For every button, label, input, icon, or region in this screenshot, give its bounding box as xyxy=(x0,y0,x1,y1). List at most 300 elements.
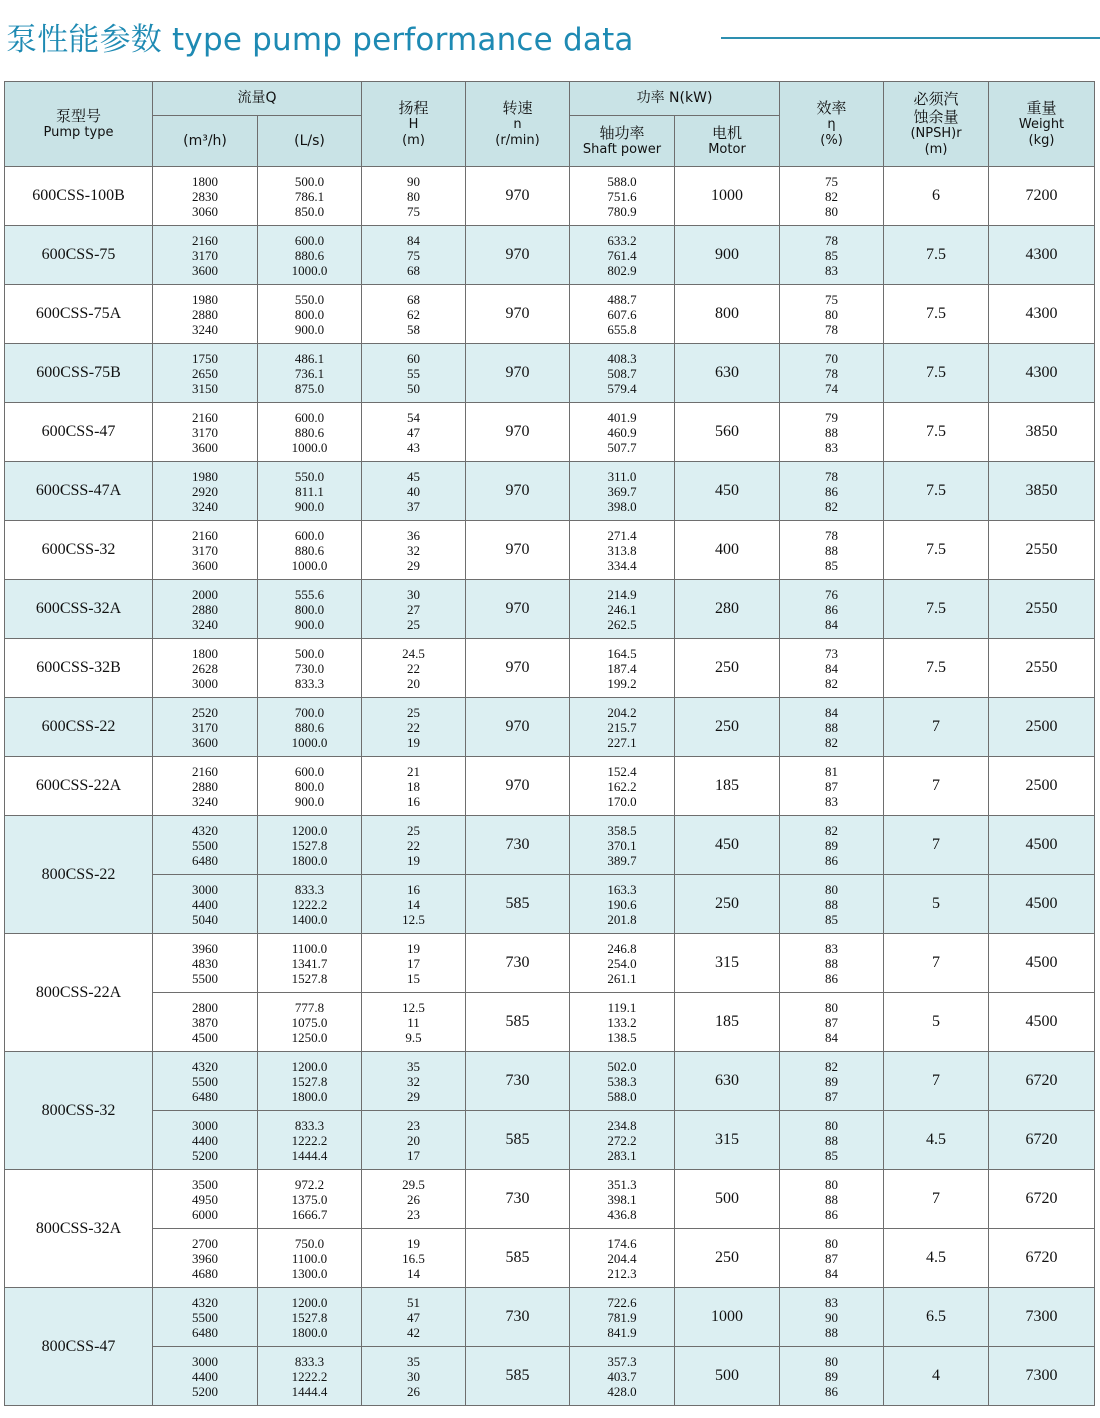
flow-m3h-cell xyxy=(153,1288,258,1347)
cell-value: 401.9 xyxy=(607,409,637,425)
cell-value: 1000.0 xyxy=(291,262,328,278)
head-cell xyxy=(362,1052,466,1111)
cell-value: 75 xyxy=(407,203,420,219)
flow-ls-cell xyxy=(258,521,362,580)
cell-value: 163.3 xyxy=(607,881,637,897)
cell-value: 800.0 xyxy=(294,601,325,617)
cell-value: 272.2 xyxy=(607,1132,637,1148)
cell-value: 162.2 xyxy=(607,778,637,794)
cell-value: 4680 xyxy=(192,1265,218,1281)
efficiency-cell xyxy=(780,285,884,344)
table-row xyxy=(5,639,1095,698)
cell-value: 1800 xyxy=(192,173,218,189)
cell-value: 751.6 xyxy=(607,188,637,204)
shaft-power-cell xyxy=(570,167,675,226)
pump-type-cell: 600CSS-75 xyxy=(5,226,153,285)
speed-cell: 585 xyxy=(466,993,570,1052)
cell-value: 88 xyxy=(825,955,839,971)
header-pump-type xyxy=(5,82,153,167)
cell-value: 833.3 xyxy=(294,1117,325,1133)
flow-ls-cell xyxy=(258,1052,362,1111)
efficiency-cell xyxy=(780,1052,884,1111)
cell-value: 80 xyxy=(407,188,420,204)
table-row xyxy=(5,403,1095,462)
cell-value: 87 xyxy=(825,1088,839,1104)
shaft-power-cell xyxy=(570,226,675,285)
cell-value: 1527.8 xyxy=(291,1309,328,1325)
flow-ls-cell xyxy=(258,1111,362,1170)
header-weight-en: Weight xyxy=(1018,117,1065,133)
cell-value: 403.7 xyxy=(607,1368,637,1384)
flow-m3h-cell xyxy=(153,875,258,934)
cell-value: 972.2 xyxy=(294,1176,325,1192)
weight-cell: 2550 xyxy=(989,580,1095,639)
speed-cell: 585 xyxy=(466,1229,570,1288)
shaft-power-cell xyxy=(570,993,675,1052)
flow-m3h-cell xyxy=(153,167,258,226)
head-cell xyxy=(362,1111,466,1170)
cell-value: 80 xyxy=(825,1353,839,1369)
motor-cell: 315 xyxy=(675,934,780,993)
pump-type-cell: 600CSS-75B xyxy=(5,344,153,403)
efficiency-cell xyxy=(780,993,884,1052)
cell-value: 555.6 xyxy=(294,586,325,602)
cell-value: 86 xyxy=(825,1206,839,1222)
flow-m3h-cell xyxy=(153,521,258,580)
cell-value: 79 xyxy=(825,409,839,425)
cell-value: 1980 xyxy=(192,291,218,307)
header-speed-zh: 转速 xyxy=(502,99,533,118)
cell-value: 633.2 xyxy=(607,232,637,248)
shaft-power-cell xyxy=(570,1052,675,1111)
cell-value: 1666.7 xyxy=(291,1206,328,1222)
cell-value: 1800 xyxy=(192,645,218,661)
table-row xyxy=(5,344,1095,403)
flow-m3h-cell xyxy=(153,226,258,285)
cell-value: 283.1 xyxy=(607,1147,637,1163)
cell-value: 80 xyxy=(825,1176,839,1192)
flow-m3h-cell xyxy=(153,698,258,757)
cell-value: 4320 xyxy=(192,822,218,838)
cell-value: 1444.4 xyxy=(291,1147,328,1163)
cell-value: 1527.8 xyxy=(291,837,328,853)
cell-value: 227.1 xyxy=(607,734,637,750)
npsh-cell: 6 xyxy=(884,167,989,226)
efficiency-cell xyxy=(780,1347,884,1406)
cell-value: 36 xyxy=(407,527,420,543)
cell-value: 16 xyxy=(407,881,420,897)
cell-value: 2160 xyxy=(192,763,218,779)
table-row xyxy=(5,1170,1095,1229)
efficiency-cell xyxy=(780,226,884,285)
header-pump-type-en: Pump type xyxy=(43,125,114,141)
efficiency-cell xyxy=(780,580,884,639)
efficiency-cell xyxy=(780,344,884,403)
cell-value: 86 xyxy=(825,1383,839,1399)
speed-cell: 585 xyxy=(466,875,570,934)
cell-value: 88 xyxy=(825,1324,839,1340)
cell-value: 19 xyxy=(407,1235,420,1251)
efficiency-cell xyxy=(780,1170,884,1229)
speed-cell: 970 xyxy=(466,580,570,639)
cell-value: 29 xyxy=(407,1088,420,1104)
cell-value: 20 xyxy=(407,675,420,691)
cell-value: 80 xyxy=(825,881,839,897)
flow-m3h-cell xyxy=(153,1229,258,1288)
header-shaft-zh: 轴功率 xyxy=(599,124,645,143)
speed-cell: 585 xyxy=(466,1347,570,1406)
cell-value: 428.0 xyxy=(607,1383,637,1399)
cell-value: 68 xyxy=(407,291,420,307)
flow-ls-cell xyxy=(258,344,362,403)
table-row xyxy=(5,1347,1095,1406)
speed-cell: 970 xyxy=(466,344,570,403)
cell-value: 1075.0 xyxy=(291,1014,328,1030)
cell-value: 17 xyxy=(407,1147,420,1163)
flow-m3h-cell xyxy=(153,1052,258,1111)
npsh-cell: 7.5 xyxy=(884,462,989,521)
cell-value: 23 xyxy=(407,1206,420,1222)
shaft-power-cell xyxy=(570,403,675,462)
cell-value: 833.3 xyxy=(294,1353,325,1369)
table-row xyxy=(5,875,1095,934)
cell-value: 3000 xyxy=(192,675,218,691)
cell-value: 408.3 xyxy=(607,350,637,366)
table-header xyxy=(5,82,1095,167)
cell-value: 2880 xyxy=(192,306,218,322)
motor-cell: 500 xyxy=(675,1347,780,1406)
flow-m3h-cell xyxy=(153,344,258,403)
cell-value: 2000 xyxy=(192,586,218,602)
cell-value: 833.3 xyxy=(294,881,325,897)
cell-value: 51 xyxy=(407,1294,420,1310)
header-npsh-unit: (m) xyxy=(924,142,948,157)
flow-ls-cell xyxy=(258,816,362,875)
cell-value: 68 xyxy=(407,262,420,278)
cell-value: 761.4 xyxy=(607,247,637,263)
cell-value: 85 xyxy=(825,1147,839,1163)
table-row xyxy=(5,521,1095,580)
cell-value: 5040 xyxy=(192,911,218,927)
cell-value: 1200.0 xyxy=(291,822,328,838)
efficiency-cell xyxy=(780,639,884,698)
header-head xyxy=(362,82,466,167)
cell-value: 3240 xyxy=(192,498,218,514)
cell-value: 3170 xyxy=(192,542,218,558)
cell-value: 2628 xyxy=(192,660,218,676)
table-row xyxy=(5,993,1095,1052)
shaft-power-cell xyxy=(570,285,675,344)
cell-value: 1100.0 xyxy=(291,1250,328,1266)
motor-cell: 1000 xyxy=(675,167,780,226)
table-row xyxy=(5,1288,1095,1347)
cell-value: 20 xyxy=(407,1132,420,1148)
cell-value: 262.5 xyxy=(607,616,637,632)
motor-cell: 315 xyxy=(675,1111,780,1170)
cell-value: 12.5 xyxy=(402,999,425,1015)
cell-value: 81 xyxy=(825,763,839,779)
cell-value: 5200 xyxy=(192,1147,218,1163)
cell-value: 3240 xyxy=(192,616,218,632)
cell-value: 12.5 xyxy=(402,911,425,927)
cell-value: 6480 xyxy=(192,1088,218,1104)
head-cell xyxy=(362,403,466,462)
motor-cell: 800 xyxy=(675,285,780,344)
cell-value: 4320 xyxy=(192,1294,218,1310)
flow-m3h-cell xyxy=(153,757,258,816)
npsh-cell: 7 xyxy=(884,934,989,993)
page-title: 泵性能参数 type pump performance data xyxy=(6,22,634,58)
cell-value: 2830 xyxy=(192,188,218,204)
cell-value: 750.0 xyxy=(294,1235,325,1251)
cell-value: 850.0 xyxy=(294,203,325,219)
table-row xyxy=(5,226,1095,285)
cell-value: 87 xyxy=(825,778,839,794)
cell-value: 1400.0 xyxy=(291,911,328,927)
cell-value: 54 xyxy=(407,409,420,425)
shaft-power-cell xyxy=(570,639,675,698)
head-cell xyxy=(362,816,466,875)
cell-value: 133.2 xyxy=(607,1014,637,1030)
motor-cell: 500 xyxy=(675,1170,780,1229)
npsh-cell: 5 xyxy=(884,993,989,1052)
cell-value: 78 xyxy=(825,232,839,248)
cell-value: 35 xyxy=(407,1353,420,1369)
cell-value: 21 xyxy=(407,763,420,779)
weight-cell: 7200 xyxy=(989,167,1095,226)
motor-cell: 250 xyxy=(675,875,780,934)
header-eff-unit: (%) xyxy=(820,133,843,148)
npsh-cell: 7.5 xyxy=(884,226,989,285)
head-cell xyxy=(362,875,466,934)
cell-value: 3000 xyxy=(192,1353,218,1369)
cell-value: 18 xyxy=(407,778,420,794)
cell-value: 85 xyxy=(825,911,839,927)
cell-value: 777.8 xyxy=(294,999,325,1015)
cell-value: 187.4 xyxy=(607,660,637,676)
header-weight xyxy=(989,82,1095,167)
cell-value: 25 xyxy=(407,822,420,838)
head-cell xyxy=(362,1229,466,1288)
cell-value: 83 xyxy=(825,1294,839,1310)
cell-value: 90 xyxy=(407,173,420,189)
pump-type-cell: 600CSS-100B xyxy=(5,167,153,226)
cell-value: 190.6 xyxy=(607,896,637,912)
cell-value: 579.4 xyxy=(607,380,637,396)
cell-value: 87 xyxy=(825,1014,839,1030)
cell-value: 84 xyxy=(825,1029,839,1045)
head-cell xyxy=(362,167,466,226)
header-head-zh: 扬程 xyxy=(398,99,429,118)
cell-value: 5500 xyxy=(192,1309,218,1325)
motor-cell: 450 xyxy=(675,816,780,875)
speed-cell: 970 xyxy=(466,226,570,285)
cell-value: 1000.0 xyxy=(291,734,328,750)
table-row xyxy=(5,816,1095,875)
cell-value: 204.2 xyxy=(607,704,637,720)
cell-value: 2160 xyxy=(192,527,218,543)
cell-value: 3870 xyxy=(192,1014,218,1030)
cell-value: 254.0 xyxy=(607,955,637,971)
cell-value: 700.0 xyxy=(294,704,325,720)
pump-type-cell: 600CSS-75A xyxy=(5,285,153,344)
cell-value: 83 xyxy=(825,439,839,455)
cell-value: 82 xyxy=(825,822,839,838)
cell-value: 29.5 xyxy=(402,1176,425,1192)
cell-value: 88 xyxy=(825,719,839,735)
cell-value: 370.1 xyxy=(607,837,637,853)
weight-cell: 4300 xyxy=(989,226,1095,285)
npsh-cell: 6.5 xyxy=(884,1288,989,1347)
cell-value: 389.7 xyxy=(607,852,637,868)
flow-m3h-cell xyxy=(153,580,258,639)
cell-value: 833.3 xyxy=(294,675,325,691)
cell-value: 86 xyxy=(825,970,839,986)
cell-value: 369.7 xyxy=(607,483,637,499)
cell-value: 488.7 xyxy=(607,291,637,307)
speed-cell: 730 xyxy=(466,816,570,875)
flow-ls-cell xyxy=(258,1170,362,1229)
pump-type-cell: 600CSS-47 xyxy=(5,403,153,462)
flow-ls-cell xyxy=(258,993,362,1052)
cell-value: 900.0 xyxy=(294,498,325,514)
cell-value: 88 xyxy=(825,542,839,558)
efficiency-cell xyxy=(780,521,884,580)
cell-value: 351.3 xyxy=(607,1176,637,1192)
cell-value: 17 xyxy=(407,955,420,971)
flow-ls-cell xyxy=(258,875,362,934)
cell-value: 800.0 xyxy=(294,778,325,794)
cell-value: 80 xyxy=(825,203,839,219)
flow-m3h-cell xyxy=(153,934,258,993)
cell-value: 2160 xyxy=(192,409,218,425)
cell-value: 875.0 xyxy=(294,380,325,396)
cell-value: 1375.0 xyxy=(291,1191,328,1207)
cell-value: 84 xyxy=(407,232,420,248)
cell-value: 86 xyxy=(825,852,839,868)
cell-value: 811.1 xyxy=(295,483,324,499)
flow-m3h-cell xyxy=(153,1111,258,1170)
cell-value: 89 xyxy=(825,837,839,853)
cell-value: 600.0 xyxy=(294,527,325,543)
cell-value: 3240 xyxy=(192,321,218,337)
npsh-cell: 7.5 xyxy=(884,285,989,344)
cell-value: 2160 xyxy=(192,232,218,248)
cell-value: 3500 xyxy=(192,1176,218,1192)
header-weight-zh: 重量 xyxy=(1026,99,1057,118)
shaft-power-cell xyxy=(570,521,675,580)
cell-value: 88 xyxy=(825,1132,839,1148)
flow-m3h-cell xyxy=(153,816,258,875)
efficiency-cell xyxy=(780,462,884,521)
cell-value: 164.5 xyxy=(607,645,637,661)
cell-value: 460.9 xyxy=(607,424,637,440)
cell-value: 1200.0 xyxy=(291,1294,328,1310)
efficiency-cell xyxy=(780,875,884,934)
cell-value: 75 xyxy=(825,173,839,189)
npsh-cell: 7 xyxy=(884,698,989,757)
flow-m3h-cell xyxy=(153,993,258,1052)
cell-value: 214.9 xyxy=(607,586,637,602)
cell-value: 2650 xyxy=(192,365,218,381)
head-cell xyxy=(362,1288,466,1347)
cell-value: 786.1 xyxy=(294,188,325,204)
cell-value: 1527.8 xyxy=(291,970,328,986)
flow-ls-cell xyxy=(258,403,362,462)
speed-cell: 970 xyxy=(466,639,570,698)
cell-value: 1527.8 xyxy=(291,1073,328,1089)
cell-value: 1300.0 xyxy=(291,1265,328,1281)
cell-value: 88 xyxy=(825,896,839,912)
cell-value: 5200 xyxy=(192,1383,218,1399)
pump-type-cell: 600CSS-32A xyxy=(5,580,153,639)
cell-value: 84 xyxy=(825,704,839,720)
cell-value: 5500 xyxy=(192,1073,218,1089)
header-pump-type-zh: 泵型号 xyxy=(55,107,101,126)
cell-value: 75 xyxy=(825,291,839,307)
flow-ls-cell xyxy=(258,698,362,757)
cell-value: 201.8 xyxy=(607,911,637,927)
cell-value: 84 xyxy=(825,616,839,632)
cell-value: 3600 xyxy=(192,557,218,573)
cell-value: 78 xyxy=(825,468,839,484)
flow-ls-cell xyxy=(258,167,362,226)
shaft-power-cell xyxy=(570,344,675,403)
cell-value: 4400 xyxy=(192,1132,218,1148)
npsh-cell: 7 xyxy=(884,1052,989,1111)
cell-value: 4400 xyxy=(192,1368,218,1384)
weight-cell: 2500 xyxy=(989,698,1095,757)
header-flow-ls: (L/s) xyxy=(258,116,362,167)
cell-value: 550.0 xyxy=(294,291,325,307)
motor-cell: 1000 xyxy=(675,1288,780,1347)
cell-value: 246.1 xyxy=(607,601,637,617)
efficiency-cell xyxy=(780,1288,884,1347)
cell-value: 19 xyxy=(407,940,420,956)
cell-value: 880.6 xyxy=(294,424,325,440)
cell-value: 119.1 xyxy=(607,999,637,1015)
header-motor xyxy=(675,116,780,167)
speed-cell: 970 xyxy=(466,521,570,580)
cell-value: 2700 xyxy=(192,1235,218,1251)
cell-value: 2920 xyxy=(192,483,218,499)
cell-value: 80 xyxy=(825,999,839,1015)
cell-value: 4320 xyxy=(192,1058,218,1074)
cell-value: 88 xyxy=(825,1191,839,1207)
cell-value: 6480 xyxy=(192,852,218,868)
shaft-power-cell xyxy=(570,934,675,993)
cell-value: 1750 xyxy=(192,350,218,366)
cell-value: 3000 xyxy=(192,881,218,897)
head-cell xyxy=(362,521,466,580)
header-speed-sym: n xyxy=(513,117,522,133)
cell-value: 550.0 xyxy=(294,468,325,484)
head-cell xyxy=(362,580,466,639)
cell-value: 27 xyxy=(407,601,420,617)
cell-value: 82 xyxy=(825,188,839,204)
cell-value: 25 xyxy=(407,704,420,720)
flow-ls-cell xyxy=(258,580,362,639)
cell-value: 607.6 xyxy=(607,306,637,322)
speed-cell: 730 xyxy=(466,934,570,993)
shaft-power-cell xyxy=(570,462,675,521)
cell-value: 3170 xyxy=(192,719,218,735)
head-cell xyxy=(362,934,466,993)
npsh-cell: 7.5 xyxy=(884,403,989,462)
flow-ls-cell xyxy=(258,285,362,344)
weight-cell: 4500 xyxy=(989,934,1095,993)
cell-value: 55 xyxy=(407,365,420,381)
